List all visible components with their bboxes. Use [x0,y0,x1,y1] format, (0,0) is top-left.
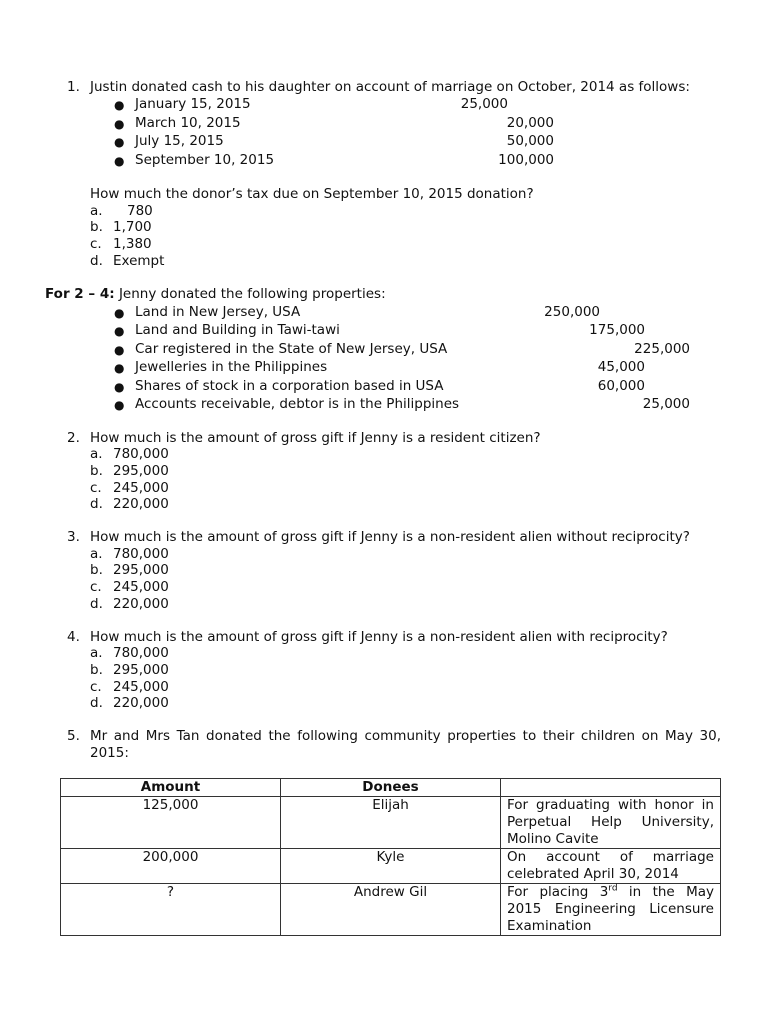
property-amount: 225,000 [634,341,690,357]
property-name: Land and Building in Tawi-tawi [135,322,340,338]
q1-item-amount: 100,000 [498,152,554,168]
choice-letter: c. [90,236,102,252]
choice-text: Exempt [113,253,165,269]
q5-number: 5. [67,728,80,744]
ordinal-suffix: rd [608,883,618,894]
bullet-icon: ● [114,398,125,412]
q2-number: 2. [67,430,80,446]
property-amount: 60,000 [597,378,645,394]
table-header-row [61,779,721,797]
bullet-icon: ● [114,98,125,112]
column-header-reason [501,779,721,797]
bullet-icon: ● [114,380,125,394]
q1-number: 1. [67,79,80,95]
choice-letter: c. [90,679,102,695]
reason-text-post: in the May 2015 Engineering Licensure Examination [507,884,714,934]
choice-text: 245,000 [113,579,169,595]
choice-text: 780,000 [113,645,169,661]
choice-letter: c. [90,579,102,595]
q1-text: Justin donated cash to his daughter on account of marriage on October, 2014 as follows: [90,79,690,95]
choice-text: 295,000 [113,562,169,578]
bullet-icon: ● [114,343,125,357]
q1-item-date: July 15, 2015 [135,133,224,149]
property-amount: 25,000 [642,396,690,412]
q1-item-amount: 20,000 [506,115,554,131]
choice-text: 220,000 [113,695,169,711]
choice-letter: b. [90,662,103,678]
property-amount: 250,000 [544,304,600,320]
q1-item-date: January 15, 2015 [135,96,251,112]
reason-cell [501,884,721,936]
amount-cell: 125,000 [61,797,281,849]
property-amount: 175,000 [589,322,645,338]
q4-text: How much is the amount of gross gift if Jenny is a non-resident alien with reciprocity? [90,629,668,645]
donee-cell: Andrew Gil [281,884,501,936]
choice-text: 780 [127,203,153,219]
q5-text: Mr and Mrs Tan donated the following community properties to their children on May 30, 2015: [90,728,721,761]
choice-letter: d. [90,596,103,612]
q1-item-date: March 10, 2015 [135,115,241,131]
choice-letter: a. [90,546,103,562]
choice-letter: a. [90,203,103,219]
property-name: Land in New Jersey, USA [135,304,301,320]
table-row [61,849,721,884]
bullet-icon: ● [114,117,125,131]
reason-cell: For graduating with honor in Perpetual Help University, Molino Cavite [501,797,721,849]
bullet-icon: ● [114,324,125,338]
q4-number: 4. [67,629,80,645]
choice-letter: b. [90,219,103,235]
donee-cell: Elijah [281,797,501,849]
choice-text: 245,000 [113,679,169,695]
q3-number: 3. [67,529,80,545]
q1-item-amount: 50,000 [506,133,554,149]
choice-text: 220,000 [113,496,169,512]
bullet-icon: ● [114,154,125,168]
property-name: Car registered in the State of New Jersey, USA [135,341,448,357]
choice-letter: c. [90,480,102,496]
choice-letter: d. [90,253,103,269]
property-name: Shares of stock in a corporation based in USA [135,378,444,394]
reason-cell: On account of marriage celebrated April 30, 2014 [501,849,721,884]
column-header-amount: Amount [61,779,281,797]
group-label: For 2 – 4: [45,286,115,302]
choice-text: 780,000 [113,446,169,462]
q1-question: How much the donor’s tax due on September 10, 2015 donation? [90,186,534,202]
reason-text-pre: For placing 3 [507,884,609,900]
column-header-donees: Donees [281,779,501,797]
choice-text: 220,000 [113,596,169,612]
choice-text: 245,000 [113,480,169,496]
choice-letter: a. [90,645,103,661]
q3-text: How much is the amount of gross gift if Jenny is a non-resident alien without reciprocity? [90,529,690,545]
table-row [61,884,721,936]
group-text: Jenny donated the following properties: [118,286,386,302]
property-amount: 45,000 [597,359,645,375]
property-name: Jewelleries in the Philippines [135,359,328,375]
choice-text: 780,000 [113,546,169,562]
bullet-icon: ● [114,306,125,320]
choice-letter: d. [90,496,103,512]
choice-letter: b. [90,463,103,479]
choice-text: 1,700 [113,219,152,235]
amount-cell: 200,000 [61,849,281,884]
choice-text: 295,000 [113,662,169,678]
property-name: Accounts receivable, debtor is in the Philippines [135,396,460,412]
bullet-icon: ● [114,135,125,149]
choice-text: 295,000 [113,463,169,479]
amount-cell: ? [61,884,281,936]
choice-letter: b. [90,562,103,578]
donation-table [60,778,721,936]
bullet-icon: ● [114,361,125,375]
choice-letter: a. [90,446,103,462]
q1-item-amount: 25,000 [460,96,508,112]
choice-letter: d. [90,695,103,711]
table-row [61,797,721,849]
q2-text: How much is the amount of gross gift if Jenny is a resident citizen? [90,430,541,446]
group-heading [45,286,386,303]
q1-item-date: September 10, 2015 [135,152,275,168]
donee-cell: Kyle [281,849,501,884]
choice-text: 1,380 [113,236,152,252]
